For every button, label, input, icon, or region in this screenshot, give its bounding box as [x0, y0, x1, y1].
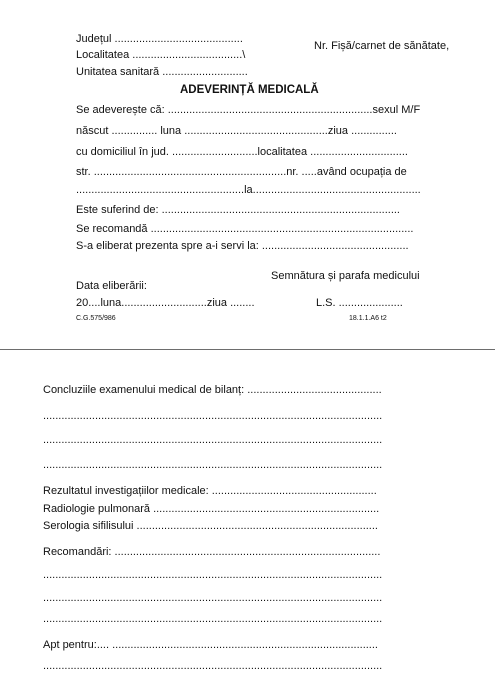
document-title: ADEVERINȚĂ MEDICALĂ: [180, 84, 319, 96]
adevereste-line: Se adeverește că: ...................................................................sexul M/F: [76, 104, 421, 116]
form-code-right: 18.1.1.A6 t2: [349, 315, 387, 322]
dotted-line-7: ...............................................................................................................: [43, 660, 383, 672]
domiciliu-line: cu domiciliul în jud. ............................localitatea ................................: [76, 146, 408, 158]
concluzii-line: Concluziile examenului medical de bilanț: ............................................: [43, 384, 382, 396]
semnatura-label: Semnătura și parafa medicului: [271, 270, 420, 282]
date-line: 20....luna............................ziua ........: [76, 297, 255, 309]
localitatea-field: Localitatea ....................................\: [76, 49, 246, 61]
dotted-line-1: ...............................................................................................................: [43, 410, 383, 422]
recomandari-line: Recomandări: .......................................................................................: [43, 546, 381, 558]
radiologie-line: Radiologie pulmonară ..........................................................................: [43, 503, 380, 515]
form-code-left: C.G.575/986: [76, 315, 116, 322]
ocupatie-line: .......................................................la.......................................................: [76, 184, 421, 196]
dotted-line-6: ...............................................................................................................: [43, 613, 383, 625]
dotted-line-3: ...............................................................................................................: [43, 459, 383, 471]
nascut-line: născut ............... luna ...............................................ziua ...............: [76, 125, 397, 137]
rezultatul-line: Rezultatul investigațiilor medicale: ......................................................: [43, 485, 377, 497]
dotted-line-4: ...............................................................................................................: [43, 569, 383, 581]
dotted-line-5: ...............................................................................................................: [43, 592, 383, 604]
recomanda-line: Se recomandă ......................................................................................: [76, 223, 414, 235]
nr-fisa-label: Nr. Fișă/carnet de sănătate,: [314, 40, 450, 52]
serologia-line: Serologia sifilisului ...............................................................................: [43, 520, 378, 532]
unitatea-sanitara-field: Unitatea sanitară ............................: [76, 66, 248, 78]
page-divider: [0, 349, 495, 350]
dotted-line-2: ...............................................................................................................: [43, 434, 383, 446]
ls-line: L.S. .....................: [316, 297, 403, 309]
judet-field: Județul ..........................................: [76, 33, 243, 45]
apt-pentru-line: Apt pentru:.... .......................................................................................: [43, 639, 378, 651]
suferind-line: Este suferind de: ..............................................................................: [76, 204, 400, 216]
strada-line: str. ...............................................................nr. .....având ocupația de: [76, 166, 407, 178]
eliberat-line: S-a eliberat prezenta spre a-i servi la: ................................................: [76, 240, 409, 252]
data-eliberarii-label: Data eliberării:: [76, 280, 147, 292]
